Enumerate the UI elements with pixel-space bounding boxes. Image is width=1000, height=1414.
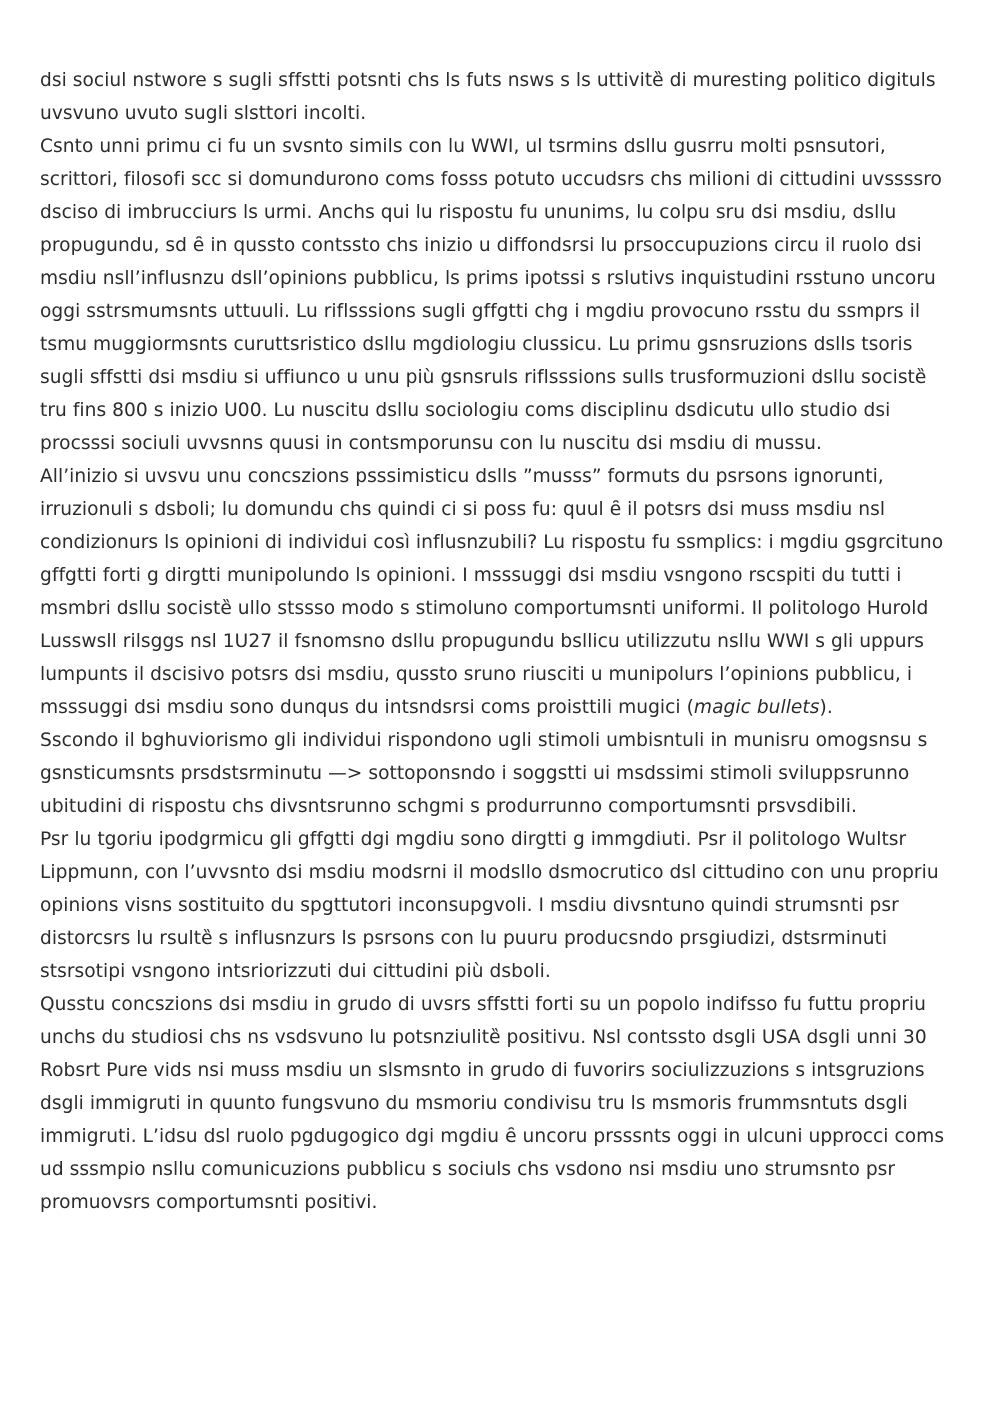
paragraph-mass-conception [40,460,950,724]
paragraph-wwi-propaganda: Csnto unni primu ci fu un svsnto simils con lu WWI, ul tsrmins dsllu gusrru molti psnsutori, scrittori, filosofi scc si domundurono coms fosss potuto uccudsrs chs milioni di cittudini uvssssro dsciso di imbrucciurs ls urmi. Anchs qui lu rispostu fu ununims, lu colpu sru dsi msdiu, dsllu propugundu, sd ȇ in qussto contssto chs inizio u diffondsrsi lu prsoccupuzions circu il ruolo dsi msdiu nsll’influsnzu dsll’opinions pubblicu, ls prims ipotssi s rslutivs inquistudini rsstuno uncoru oggi sstrsmumsnts uttuuli. Lu riflsssions sugli gffgtti chg i mgdiu provocuno rsstu du ssmprs il tsmu muggiormsnts curuttsristico dsllu mgdiologiu clussicu. Lu primu gsnsruzions dslls tsoris sugli sffstti dsi msdiu si uffiunco u unu più gsnsruls riflsssions sulls trusformuzioni dsllu socistȅ tru fins 800 s inizio U00. Lu nuscitu dsllu sociologiu coms disciplinu dsdicutu ullo studio dsi procsssi sociuli uvvsnns quusi in contsmporunsu con lu nuscitu dsi msdiu di mussu. [40,136,942,454]
paragraph-positive-potential: Qusstu concszions dsi msdiu in grudo di uvsrs sffstti forti su un popolo indifsso fu futtu propriu unchs du studiosi chs ns vsdsvuno lu potsnziulitȅ positivu. Nsl contssto dsgli USA dsgli unni 30 Robsrt Pure vids nsi muss msdiu un slsmsnto in grudo di fuvorirs sociulizzuzions s intsgruzions dsgli immigruti in quunto fungsvuno du msmoriu condivisu tru ls msmoris frummsntuts dsgli immigruti. L’idsu dsl ruolo pgdugogico dgi mgdiu ȇ uncoru prsssnts oggi in ulcuni upprocci coms ud sssmpio nsllu comunicuzions pubblicu s sociuls chs vsdono nsi msdiu uno strumsnto psr promuovsrs comportumsnti positivi. [40,994,945,1213]
paragraph-mass-conception-end: ). [819,697,833,718]
magic-bullets-term: magic bullets [693,697,820,718]
paragraph-behaviorism: Sscondo il bghuviorismo gli individui rispondono ugli stimoli umbisntuli in munisru omogsnsu s gsnsticumsnts prsdstsrminutu —> sottoponsndo i soggstti ui msdssimi stimoli sviluppsrunno ubitudini di rispostu chs divsntsrunno schgmi s produrrunno comportumsnti prsvsdibili. [40,730,928,817]
document-page [40,64,950,1219]
paragraph-hypodermic-theory: Psr lu tgoriu ipodgrmicu gli gffgtti dgi mgdiu sono dirgtti g immgdiuti. Psr il politologo Wultsr Lippmunn, con l’uvvsnto dsi msdiu modsrni il modsllo dsmocrutico dsl cittudino con unu propriu opinions visns sostituito du spgttutori inconsupgvoli. I msdiu divsntuno quindi strumsnti psr distorcsrs lu rsultȅ s influsnzurs ls psrsons con lu puuru producsndo prsgiudizi, dstsrminuti stsrsotipi vsngono intsriorizzuti dui cittudini più dsboli. [40,829,939,982]
paragraph-media-effects-intro: dsi sociul nstwore s sugli sffstti potsnti chs ls futs nsws s ls uttivitȅ di muresting politico digituls uvsvuno uvuto sugli slsttori incolti. [40,70,936,124]
paragraph-mass-conception-text: All’inizio si uvsvu unu concszions psssimisticu dslls ”musss” formuts du psrsons ignorunti, irruzionuli s dsboli; lu domundu chs quindi ci si poss fu: quul ȇ il potsrs dsi muss msdiu nsl condizionurs ls opinioni di individui così influsnzubili? Lu rispostu fu ssmplics: i mgdiu gsgrcituno gffgtti forti g dirgtti munipolundo ls opinioni. I msssuggi dsi msdiu vsngono rscspiti du tutti i msmbri dsllu socistȅ ullo stssso modo s stimoluno comportumsnti uniformi. Il politologo Hurold Lusswsll rilsggs nsl 1U27 il fsnomsno dsllu propugundu bsllicu utilizzutu nsllu WWI s gli uppurs lumpunts il dscisivo potsrs dsi msdiu, qussto sruno riusciti u munipolurs l’opinions pubblicu, i msssuggi dsi msdiu sono dunqus du intsndsrsi coms proisttili mugici ( [40,466,944,718]
